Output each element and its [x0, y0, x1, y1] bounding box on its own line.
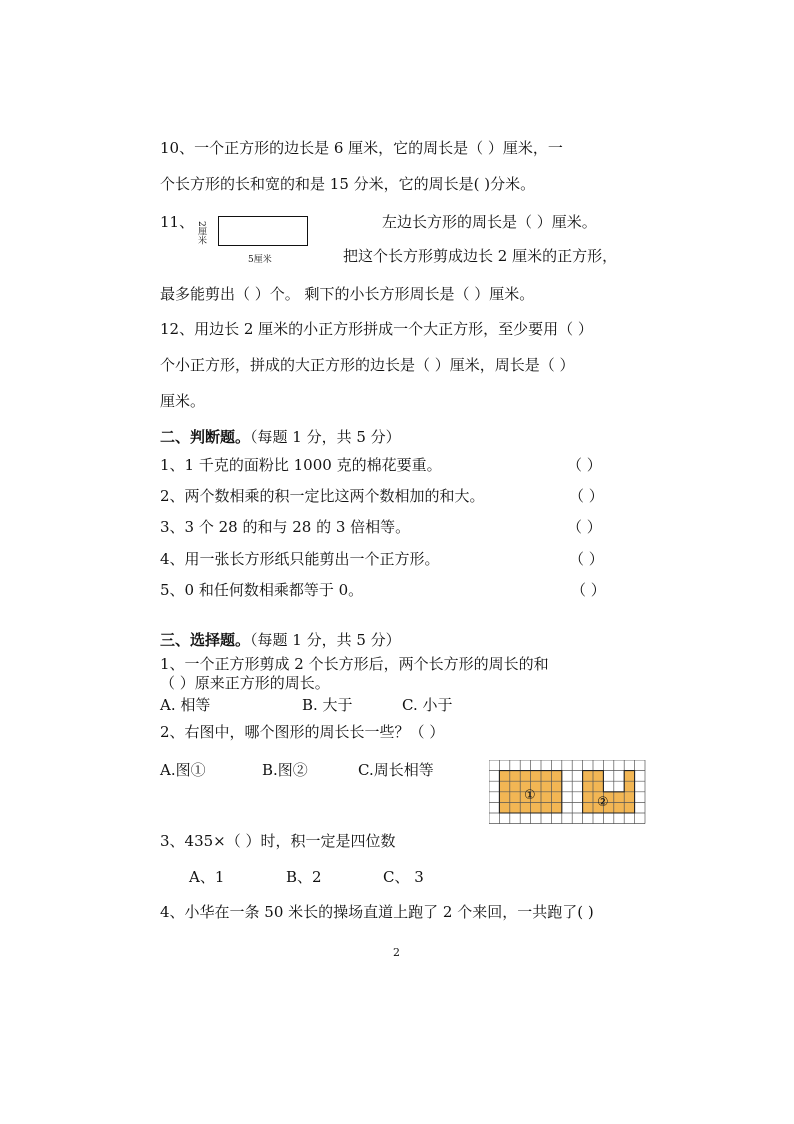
judge-item-3: 3、3 个 28 的和与 28 的 3 倍相等。	[160, 518, 411, 536]
judge-answer-5[interactable]: （ ）	[571, 581, 606, 599]
choice-title: 三、选择题。	[160, 631, 251, 649]
choice-q2-option-a[interactable]: A.图①	[160, 761, 206, 779]
choice-q3-line-1: 3、435×（ ）时，积一定是四位数	[160, 832, 396, 850]
judge-answer-3[interactable]: （ ）	[567, 518, 602, 536]
shape-2-label: ②	[597, 795, 609, 810]
choice-q2-option-b[interactable]: B.图②	[262, 761, 308, 779]
q11-text-2: 把这个长方形剪成边长 2 厘米的正方形，	[343, 247, 618, 265]
judge-answer-2[interactable]: （ ）	[569, 487, 604, 505]
q11-number: 11、	[160, 213, 195, 231]
rect-bottom-label: 5厘米	[248, 255, 272, 265]
judge-note: （每题 1 分，共 5 分）	[250, 428, 401, 446]
choice-note: （每题 1 分，共 5 分）	[250, 631, 401, 649]
judge-answer-4[interactable]: （ ）	[569, 550, 604, 568]
choice-q1-line-1: 1、一个正方形剪成 2 个长方形后，两个长方形的周长的和	[160, 655, 549, 673]
choice-q1-option-b[interactable]: B. 大于	[302, 696, 353, 714]
q10-line-1: 10、一个正方形的边长是 6 厘米，它的周长是（ ）厘米，一	[160, 139, 563, 157]
choice-q1-option-c[interactable]: C. 小于	[402, 696, 453, 714]
grid-figure	[489, 760, 646, 824]
choice-q2-option-c[interactable]: C.周长相等	[358, 761, 434, 779]
q12-line-1: 12、用边长 2 厘米的小正方形拼成一个大正方形，至少要用（ ）	[160, 320, 593, 338]
choice-q4-line-1: 4、小华在一条 50 米长的操场直道上跑了 2 个来回，一共跑了( )	[160, 903, 594, 921]
judge-item-5: 5、0 和任何数相乘都等于 0。	[160, 581, 364, 599]
q11-text-1: 左边长方形的周长是（ ）厘米。	[382, 213, 597, 231]
judge-answer-1[interactable]: （ ）	[567, 456, 602, 474]
rectangle-figure	[218, 216, 308, 246]
judge-item-4: 4、用一张长方形纸只能剪出一个正方形。	[160, 550, 440, 568]
choice-q1-option-a[interactable]: A. 相等	[160, 696, 211, 714]
choice-q1-line-2: （ ）原来正方形的周长。	[160, 674, 330, 692]
judge-item-1: 1、1 千克的面粉比 1000 克的棉花要重。	[160, 456, 442, 474]
choice-q2-line-1: 2、右图中，哪个图形的周长长一些？（ ）	[160, 723, 445, 741]
judge-title: 二、判断题。	[160, 428, 251, 446]
rect-side-label: 2厘米	[196, 221, 206, 245]
judge-section-title	[160, 427, 401, 447]
judge-item-2: 2、两个数相乘的积一定比这两个数相加的和大。	[160, 487, 485, 505]
choice-q3-option-c[interactable]: C、 3	[383, 868, 424, 886]
q11-line-3: 最多能剪出（ ）个。 剩下的小长方形周长是（ ）厘米。	[160, 285, 535, 303]
q10-line-2: 个长方形的长和宽的和是 15 分米，它的周长是( )分米。	[160, 175, 536, 193]
q12-line-3: 厘米。	[160, 392, 206, 410]
page-number: 2	[393, 946, 400, 959]
choice-q3-option-b[interactable]: B、2	[286, 868, 322, 886]
choice-section-title	[160, 630, 401, 650]
shape-1-label: ①	[524, 788, 536, 803]
choice-q3-option-a[interactable]: A、1	[189, 868, 225, 886]
q12-line-2: 个小正方形，拼成的大正方形的边长是（ ）厘米，周长是（ ）	[160, 356, 575, 374]
